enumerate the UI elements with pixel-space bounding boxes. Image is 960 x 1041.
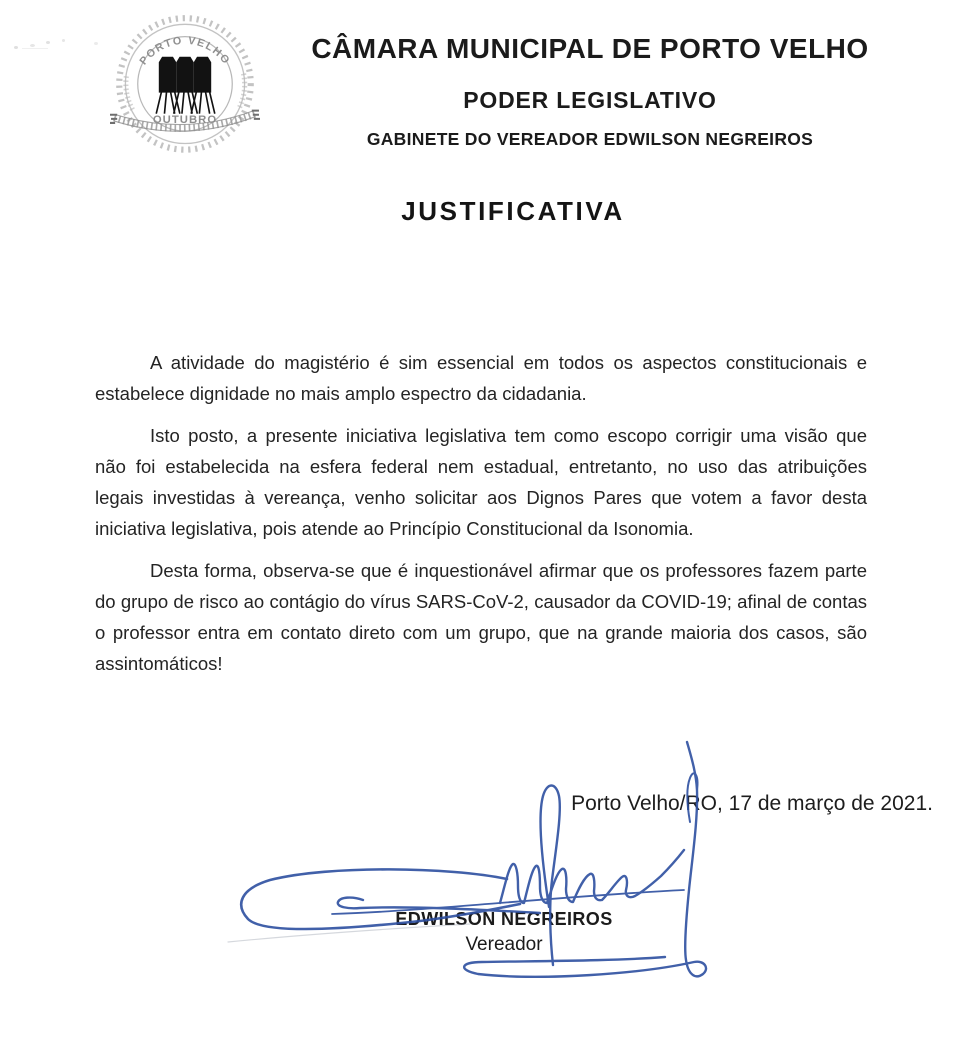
signer-name: EDWILSON NEGREIROS [395, 909, 613, 929]
paragraph-line: estabelece dignidade no mais amplo espectro da cidadania. [95, 383, 587, 404]
scan-artifact [94, 42, 98, 45]
branch-title: PODER LEGISLATIVO [463, 87, 717, 113]
seal-band-text: OUTUBRO [152, 113, 218, 126]
paragraph-list [95, 347, 867, 690]
paragraph-line: o professor entra em contato direto com um grupo, que na grande maioria dos casos, são [95, 622, 867, 643]
scan-artifact [22, 48, 48, 49]
dateline: Porto Velho/RO, 17 de março de 2021. [571, 792, 933, 815]
scan-artifact [46, 41, 50, 44]
paragraph-line: assintomáticos! [95, 653, 223, 674]
paragraph [95, 347, 867, 409]
org-title: CÂMARA MUNICIPAL DE PORTO VELHO [311, 33, 869, 64]
paragraph [95, 555, 867, 679]
signature-block [395, 908, 612, 956]
document-title: JUSTIFICATIVA [401, 196, 625, 226]
paragraph-line: não foi estabelecida na esfera federal nem estadual, entretanto, no uso das atribuições [95, 456, 867, 477]
paragraph-line: iniciativa legislativa, pois atende ao Princípio Constitucional da Isonomia. [95, 518, 694, 539]
signer-role: Vereador [465, 934, 543, 955]
office-title: GABINETE DO VEREADOR EDWILSON NEGREIROS [366, 129, 814, 149]
paragraph-line: Isto posto, a presente iniciativa legislativa tem como escopo corrigir uma visão que [150, 425, 867, 446]
paragraph [95, 420, 867, 544]
letterhead [250, 33, 930, 150]
seal-water-towers-icon [156, 57, 215, 114]
paragraph-line: A atividade do magistério é sim essencial em todos os aspectos constitucionais e [150, 352, 867, 373]
paragraph-line: legais investidas à vereança, venho solicitar aos Dignos Pares que votem a favor desta [95, 487, 867, 508]
scan-artifact [30, 44, 35, 47]
scan-artifact [14, 46, 18, 49]
scan-artifact [62, 39, 65, 42]
seal-right-hatch [239, 74, 244, 108]
paragraph-line: Desta forma, observa-se que é inquestionável afirmar que os professores fazem parte [150, 560, 867, 581]
paragraph-line: do grupo de risco ao contágio do vírus SARS-CoV-2, causador da COVID-19; afinal de contas [95, 591, 867, 612]
municipal-seal [110, 12, 260, 162]
seal-arc-text: PORTO VELHO [137, 34, 233, 68]
